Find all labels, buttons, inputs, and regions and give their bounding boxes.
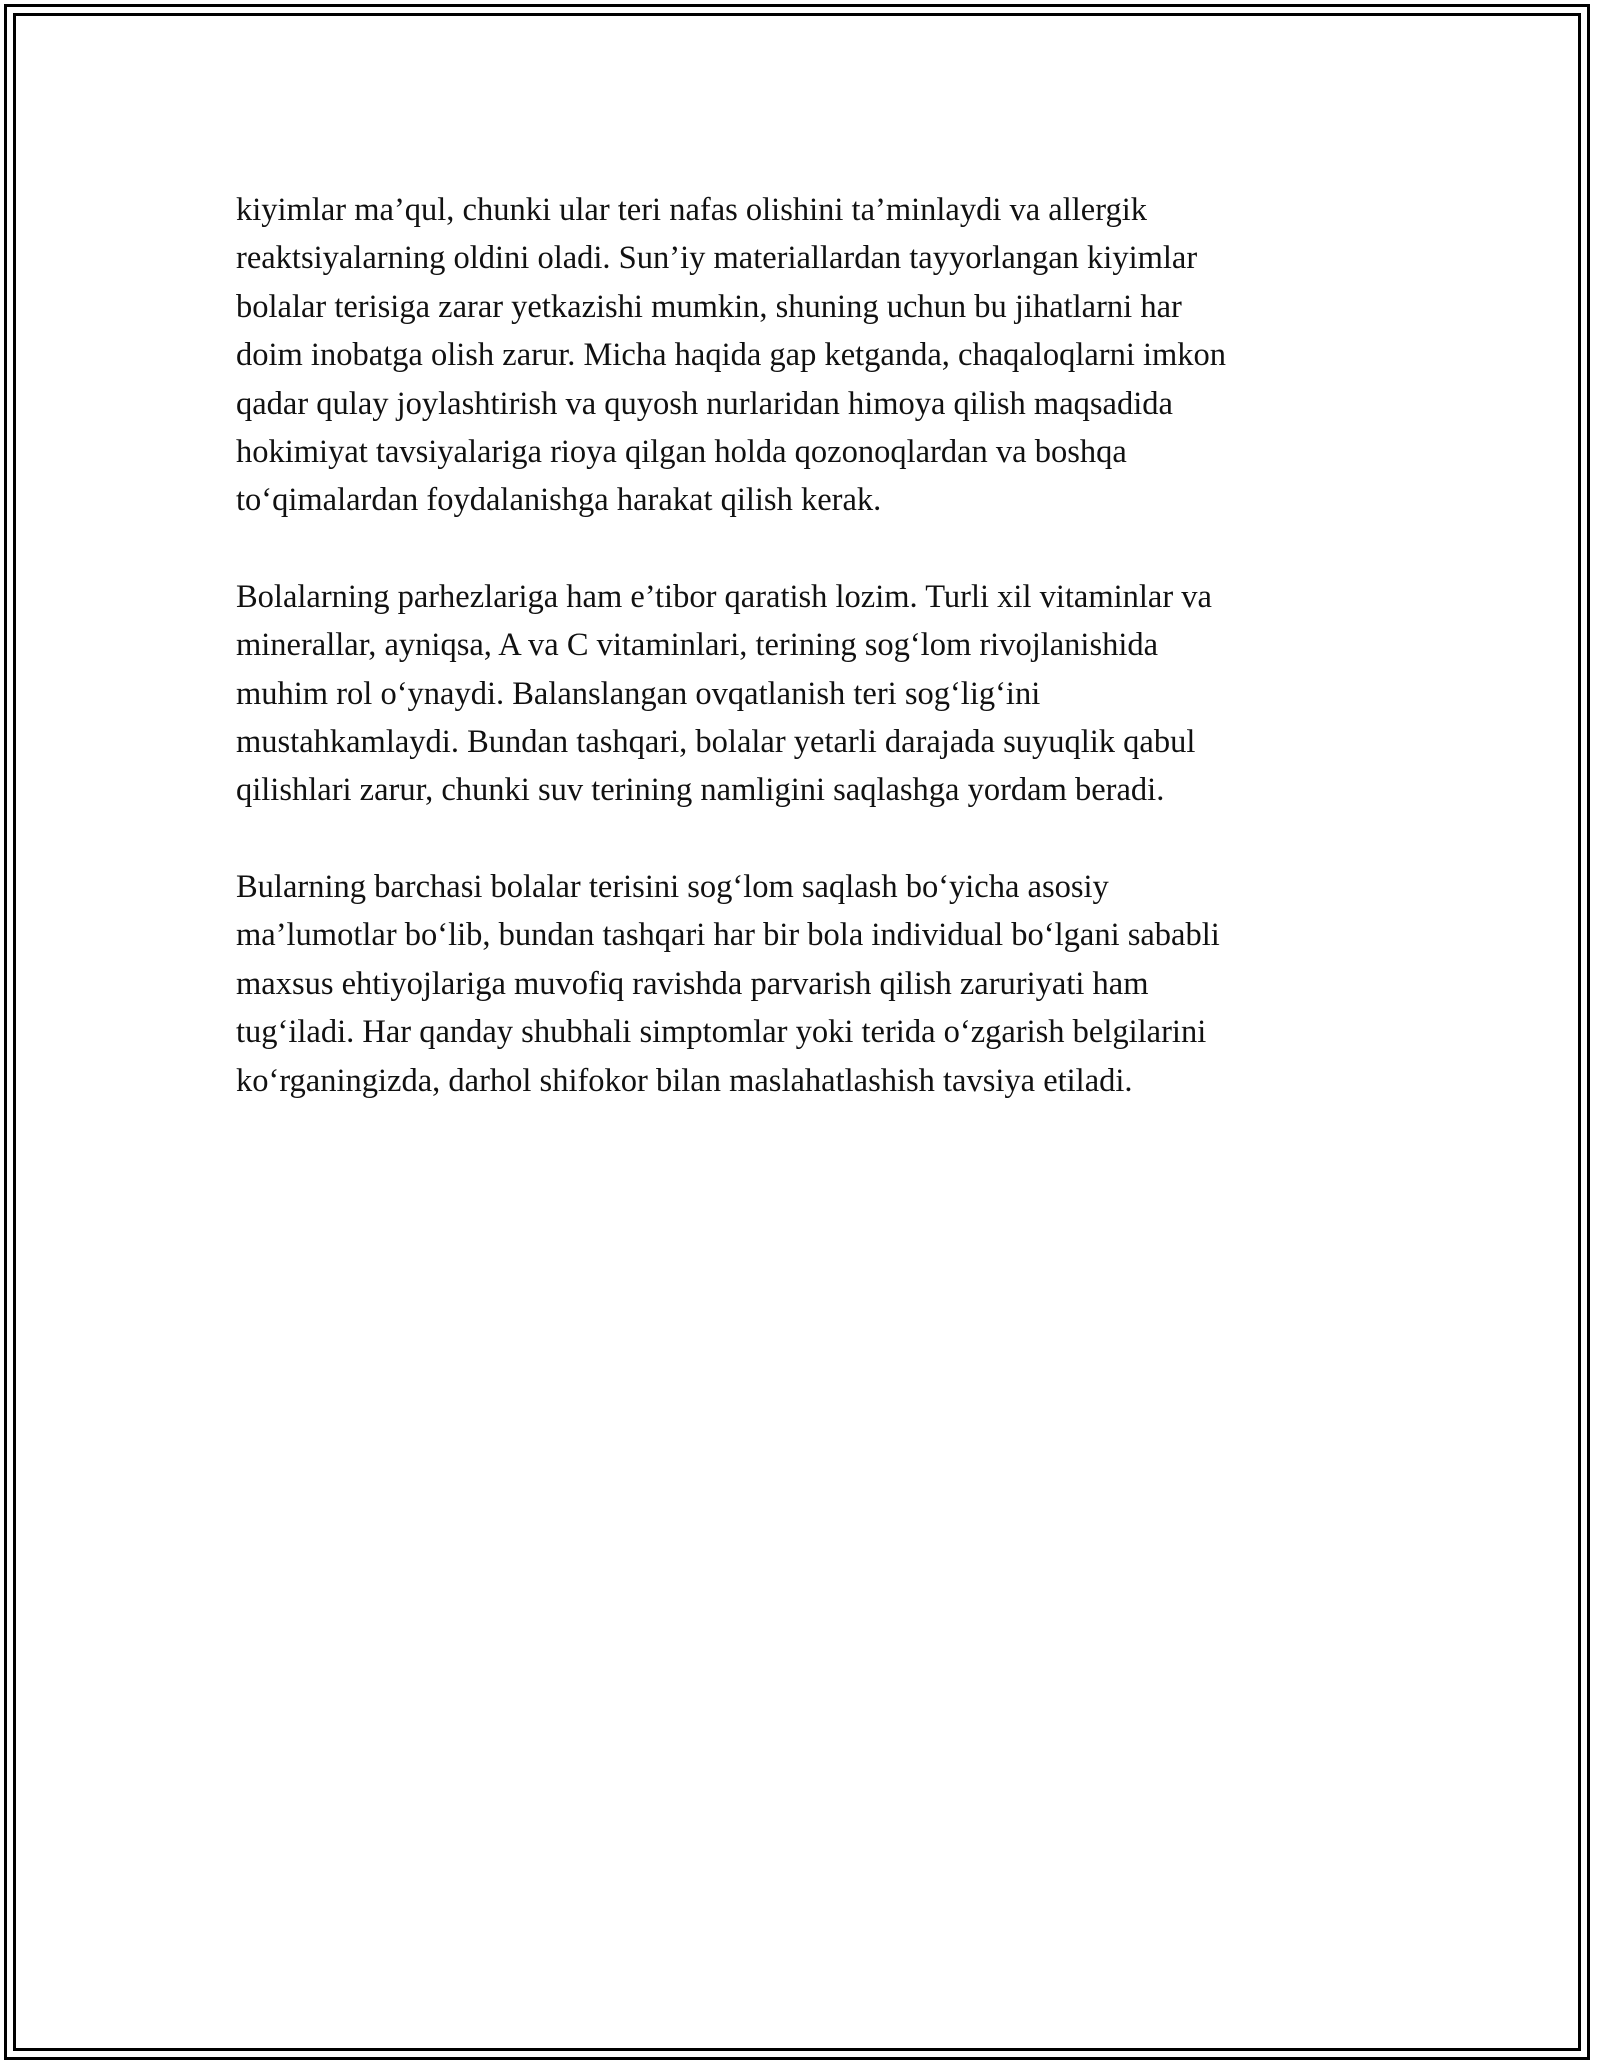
document-body [236, 186, 1366, 1153]
paragraph-summary: Bularning barchasi bolalar terisini sog‘lom saqlash bo‘yicha asosiy ma’lumotlar bo‘lib, bundan tashqari har bir bola individual bo‘lgani sababli maxsus ehtiyojlariga muvofiq ravishda parvarish qilish zaruriyati ham tug‘iladi. Har qanday shubhali simptomlar yoki terida o‘zgarish belgilarini ko‘rganingizda, darhol shifokor bilan maslahatlashish tavsiya etiladi. [236, 868, 1220, 1099]
paragraph-diet: Bolalarning parhezlariga ham e’tibor qaratish lozim. Turli xil vitaminlar va minerallar, ayniqsa, A va C vitaminlari, terining sog‘lom rivojlanishida muhim rol o‘ynaydi. Balanslangan ovqatlanish teri sog‘lig‘ini mustahkamlaydi. Bundan tashqari, bolalar yetarli darajada suyuqlik qabul qilishlari zarur, chunki suv terining namligini saqlashga yordam beradi. [236, 578, 1212, 809]
paragraph-clothing: kiyimlar ma’qul, chunki ular teri nafas olishini ta’minlaydi va allergik reaktsiyalarning oldini oladi. Sun’iy materiallardan tayyorlangan kiyimlar bolalar terisiga zarar yetkazishi mumkin, shuning uchun bu jihatlarni har doim inobatga olish zarur. Micha haqida gap ketganda, chaqaloqlarni imkon qadar qulay joylashtirish va quyosh nurlaridan himoya qilish maqsadida hokimiyat tavsiyalariga rioya qilgan holda qozonoqlardan va boshqa to‘qimalardan foydalanishga harakat qilish kerak. [236, 192, 1227, 519]
